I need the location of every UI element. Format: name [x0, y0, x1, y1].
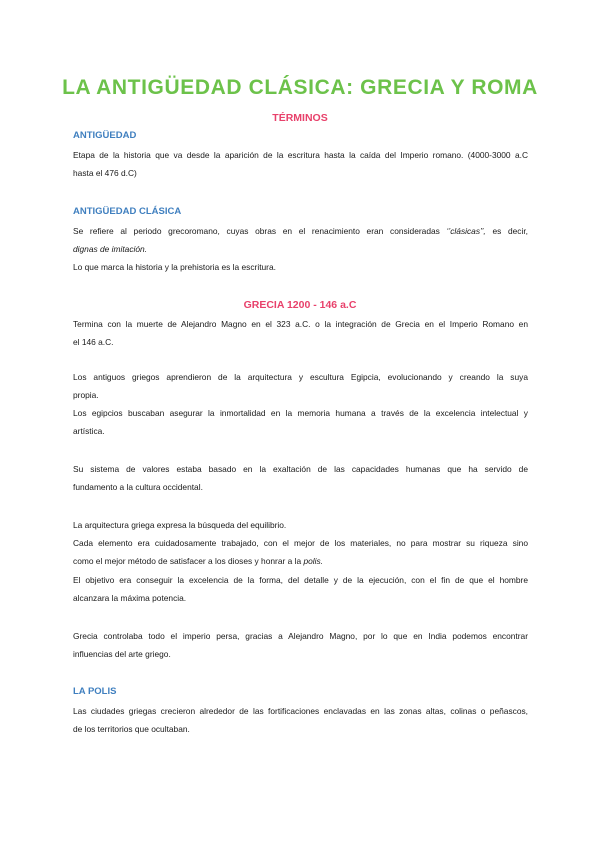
grecia-p7-line-2: alcanzara la máxima potencia.: [73, 593, 187, 603]
antiguedad-clasica-line-1: [73, 223, 528, 241]
italic-span: dignas de imitación.: [73, 244, 148, 254]
antiguedad-clasica-heading: ANTIGÜEDAD CLÁSICA: [73, 206, 182, 217]
text-span: es decir,: [485, 226, 528, 236]
grecia-p3-line-2: artística.: [73, 426, 105, 436]
grecia-p1-line-2: el 146 a.C.: [73, 337, 114, 347]
text-span: Se refiere al periodo grecoromano, cuyas obras en el renacimiento eran consideradas: [73, 226, 447, 236]
text-span: como el mejor método de satisfacer a los dioses y honrar a la: [73, 556, 304, 566]
antiguedad-line-1: Etapa de la historia que va desde la aparición de la escritura hasta la caída del Imperio romano. (4000-3000 a.C: [73, 150, 528, 160]
grecia-p8-line-2: influencias del arte griego.: [73, 649, 171, 659]
grecia-p7-line-1: El objetivo era conseguir la excelencia de la forma, del detalle y de la ejecución, con el fin de que el hombre: [73, 575, 528, 585]
antiguedad-clasica-line-3: Lo que marca la historia y la prehistoria es la escritura.: [73, 262, 276, 272]
grecia-p6-line-1: Cada elemento era cuidadosamente trabajado, con el mejor de los materiales, no para mostrar su riqueza sino: [73, 538, 528, 548]
grecia-p3-line-1: Los egipcios buscaban asegurar la inmortalidad en la memoria humana a través de la excelencia intelectual y: [73, 408, 528, 418]
grecia-p6-line-2: [73, 553, 323, 571]
grecia-p8-line-1: Grecia controlaba todo el imperio persa, gracias a Alejandro Magno, por lo que en India podemos encontrar: [73, 631, 528, 641]
grecia-p4-line-2: fundamento a la cultura occidental.: [73, 482, 203, 492]
grecia-p2-line-2: propia.: [73, 390, 99, 400]
polis-heading: LA POLIS: [73, 686, 117, 697]
polis-line-1: Las ciudades griegas crecieron alrededor de las fortificaciones enclavadas en las zonas altas, colinas o peñascos,: [73, 706, 528, 716]
antiguedad-heading: ANTIGÜEDAD: [73, 130, 137, 141]
grecia-p2-line-1: Los antiguos griegos aprendieron de la arquitectura y escultura Egipcia, evolucionando y creando la suya: [73, 372, 528, 382]
antiguedad-line-2: hasta el 476 d.C): [73, 168, 137, 178]
italic-span: polis.: [303, 556, 323, 566]
antiguedad-clasica-line-2: [73, 241, 147, 259]
grecia-p5-line-1: La arquitectura griega expresa la búsqueda del equilibrio.: [73, 520, 287, 530]
terminos-heading: TÉRMINOS: [272, 112, 328, 124]
grecia-p4-line-1: Su sistema de valores estaba basado en la exaltación de las capacidades humanas que ha servido de: [73, 464, 528, 474]
italic-span: ‘’clásicas’’,: [446, 226, 486, 236]
polis-line-2: de los territorios que ocultaban.: [73, 724, 190, 734]
grecia-p1-line-1: Termina con la muerte de Alejandro Magno en el 323 a.C. o la integración de Grecia en el Imperio Romano en: [73, 319, 528, 329]
document-title: LA ANTIGÜEDAD CLÁSICA: GRECIA Y ROMA: [62, 76, 538, 99]
grecia-heading: GRECIA 1200 - 146 a.C: [243, 299, 357, 311]
